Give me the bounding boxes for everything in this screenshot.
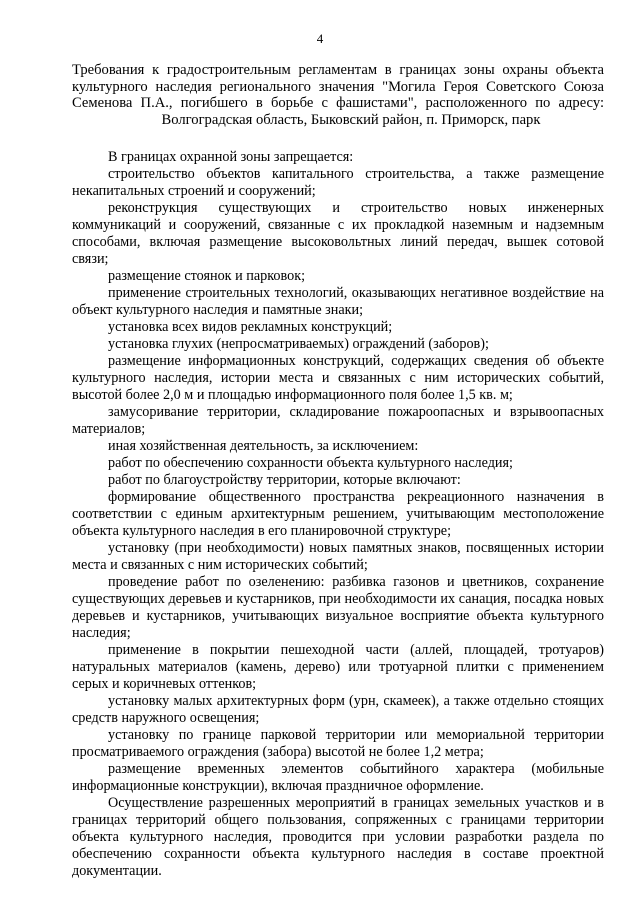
title-line: Семенова П.А., погибшего в борьбе с фашистами", расположенного по адресу:	[72, 95, 604, 111]
paragraph: применение в покрытии пешеходной части (аллей, площадей, тротуаров) натуральных материалов (камень, дерево) или тротуарной плитки с применением серых и коричневых оттенков;	[72, 642, 604, 692]
title-line: Требования к градостроительным регламентам в границах зоны охраны объекта	[72, 62, 604, 78]
title-line: культурного наследия регионального значения "Могила Героя Советского Союза	[72, 78, 604, 95]
title-line: Волгоградская область, Быковский район, п. Приморск, парк	[161, 111, 541, 128]
document-title	[72, 62, 604, 128]
paragraph: размещение временных элементов событийного характера (мобильные информационные конструкции), включая праздничное оформление.	[72, 761, 604, 794]
paragraph: строительство объектов капитального строительства, а также размещение некапитальных строений и сооружений;	[72, 166, 604, 199]
paragraph: установку по границе парковой территории или мемориальной территории просматриваемого ограждения (забора) высотой не более 1,2 метра;	[72, 727, 604, 760]
paragraph: установку (при необходимости) новых памятных знаков, посвященных истории места и связанных с ним исторических событий;	[72, 540, 604, 573]
paragraph: замусоривание территории, складирование пожароопасных и взрывоопасных материалов;	[72, 404, 604, 437]
paragraph: Осуществление разрешенных мероприятий в границах земельных участков и в границах территорий общего пользования, сопряженных с границами территории объекта культурного наследия, проводится при условии разработки раздела по обеспечению сохранности объекта культурного наследия в составе проектной документации.	[72, 795, 604, 879]
paragraph: работ по благоустройству территории, которые включают:	[108, 472, 461, 488]
paragraph-intro: В границах охранной зоны запрещается:	[108, 149, 354, 165]
paragraph: размещение информационных конструкций, содержащих сведения об объекте культурного наследия, истории места и связанных с ним исторических событий, высотой более 2,0 м и площадью информационного поля более 1,5 кв. м;	[72, 353, 604, 403]
paragraph: установку малых архитектурных форм (урн, скамеек), а также отдельно стоящих средств наружного освещения;	[72, 693, 604, 726]
paragraph: применение строительных технологий, оказывающих негативное воздействие на объект культурного наследия и памятные знаки;	[72, 285, 604, 318]
paragraph: формирование общественного пространства рекреационного назначения в соответствии с единым архитектурным решением, учитывающим местоположение объекта культурного наследия в его планировочной структуре;	[72, 489, 604, 539]
paragraph: проведение работ по озеленению: разбивка газонов и цветников, сохранение существующих деревьев и кустарников, при необходимости их санация, посадка новых деревьев и кустарников, учитывающих визуальное восприятие объекта культурного наследия;	[72, 574, 604, 641]
paragraph: установка глухих (непросматриваемых) ограждений (заборов);	[108, 336, 489, 352]
paragraph: работ по обеспечению сохранности объекта культурного наследия;	[108, 455, 513, 471]
paragraph: иная хозяйственная деятельность, за исключением:	[108, 438, 419, 454]
paragraph: реконструкция существующих и строительство новых инженерных коммуникаций и сооружений, связанные с их прокладкой наземным и надземным способами, включая размещение высоковольтных линий передач, вышек сотовой связи;	[72, 200, 604, 267]
paragraph: установка всех видов рекламных конструкций;	[108, 319, 393, 335]
paragraph: размещение стоянок и парковок;	[108, 268, 306, 284]
document-body	[72, 149, 604, 880]
page-number: 4	[316, 31, 324, 46]
